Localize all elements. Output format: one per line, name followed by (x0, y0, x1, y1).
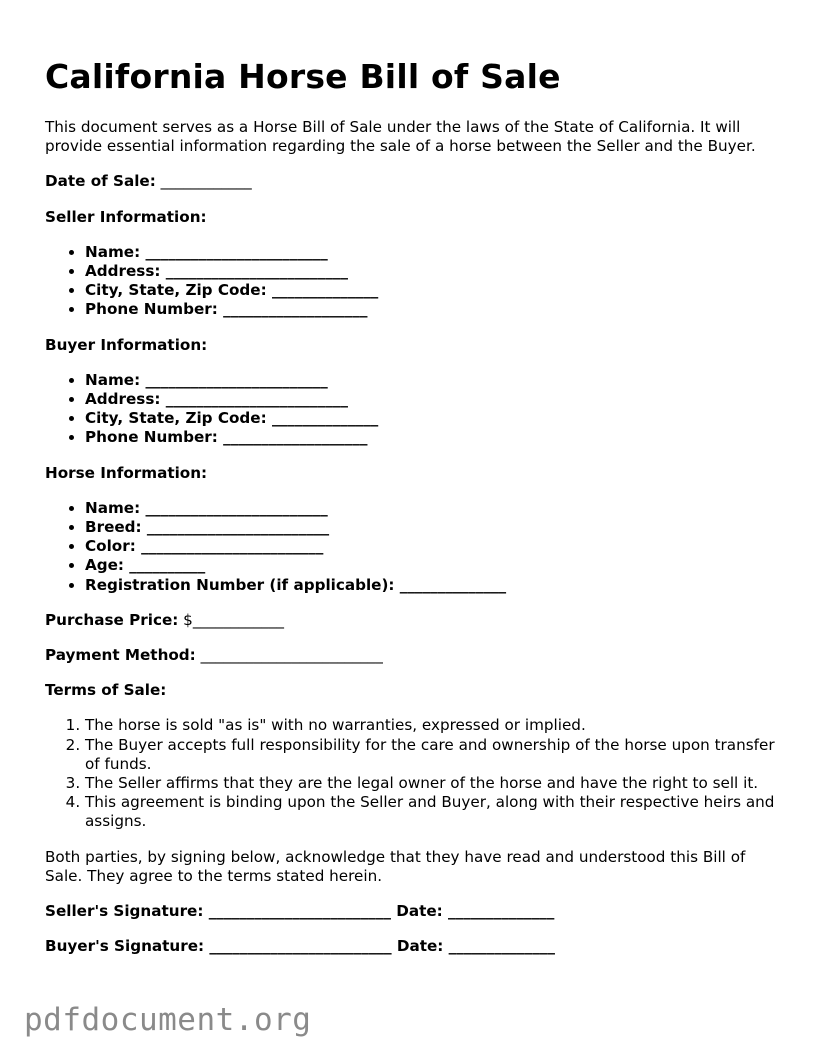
horse-name-item: • Name: ________________________ (85, 499, 785, 518)
buyer-address-item: • Address: ________________________ (85, 390, 785, 409)
document-page (45, 0, 785, 957)
intro-paragraph: This document serves as a Horse Bill of Sale under the laws of the State of California. It will provide essential information regarding the sale of a horse between the Seller and the Buyer. (45, 118, 756, 156)
date-of-sale-label: Date of Sale: (45, 172, 156, 191)
term-item: 4. This agreement is binding upon the Seller and Buyer, along with their respective heirs and assigns. (85, 793, 785, 831)
horse-heading: Horse Information: (45, 463, 208, 482)
buyer-city-item: • City, State, Zip Code: ______________ (85, 409, 785, 428)
payment-method-label: Payment Method: (45, 646, 196, 665)
horse-list (45, 499, 785, 595)
horse-color-item: • Color: ________________________ (85, 537, 785, 556)
horse-registration-item: • Registration Number (if applicable): ______________ (85, 576, 785, 595)
seller-city-item: • City, State, Zip Code: ______________ (85, 281, 785, 300)
buyer-name-item: • Name: ________________________ (85, 371, 785, 390)
payment-method-field (45, 646, 785, 665)
term-item: 1. The horse is sold "as is" with no warranties, expressed or implied. (85, 716, 785, 735)
buyer-heading: Buyer Information: (45, 335, 208, 354)
terms-list (45, 716, 785, 831)
payment-method-blank: ________________________ (200, 646, 383, 665)
watermark: pdfdocument.org (24, 1002, 312, 1038)
seller-address-item: • Address: ________________________ (85, 262, 785, 281)
acknowledgment-paragraph: Both parties, by signing below, acknowledge that they have read and understood this Bill of Sale. They agree to the terms stated herein. (45, 847, 746, 885)
seller-list (45, 243, 785, 320)
date-of-sale-blank: ____________ (160, 172, 252, 191)
document-title: California Horse Bill of Sale (45, 57, 561, 96)
terms-heading: Terms of Sale: (45, 681, 167, 700)
buyer-phone-item: • Phone Number: ___________________ (85, 428, 785, 447)
date-of-sale-field (45, 172, 785, 191)
seller-name-item: • Name: ________________________ (85, 243, 785, 262)
seller-phone-item: • Phone Number: ___________________ (85, 300, 785, 319)
purchase-price-label: Purchase Price: (45, 610, 179, 629)
horse-breed-item: • Breed: ________________________ (85, 518, 785, 537)
purchase-price-field (45, 611, 785, 630)
buyer-list (45, 371, 785, 448)
buyer-signature-line: Buyer's Signature: ________________________ Date: ______________ (45, 937, 555, 956)
term-item: 2. The Buyer accepts full responsibility for the care and ownership of the horse upon transfer of funds. (85, 736, 785, 774)
horse-age-item: • Age: __________ (85, 556, 785, 575)
purchase-price-blank: $____________ (183, 610, 284, 629)
seller-heading: Seller Information: (45, 207, 207, 226)
term-item: 3. The Seller affirms that they are the legal owner of the horse and have the right to sell it. (85, 774, 785, 793)
seller-signature-line: Seller's Signature: ________________________ Date: ______________ (45, 902, 555, 921)
